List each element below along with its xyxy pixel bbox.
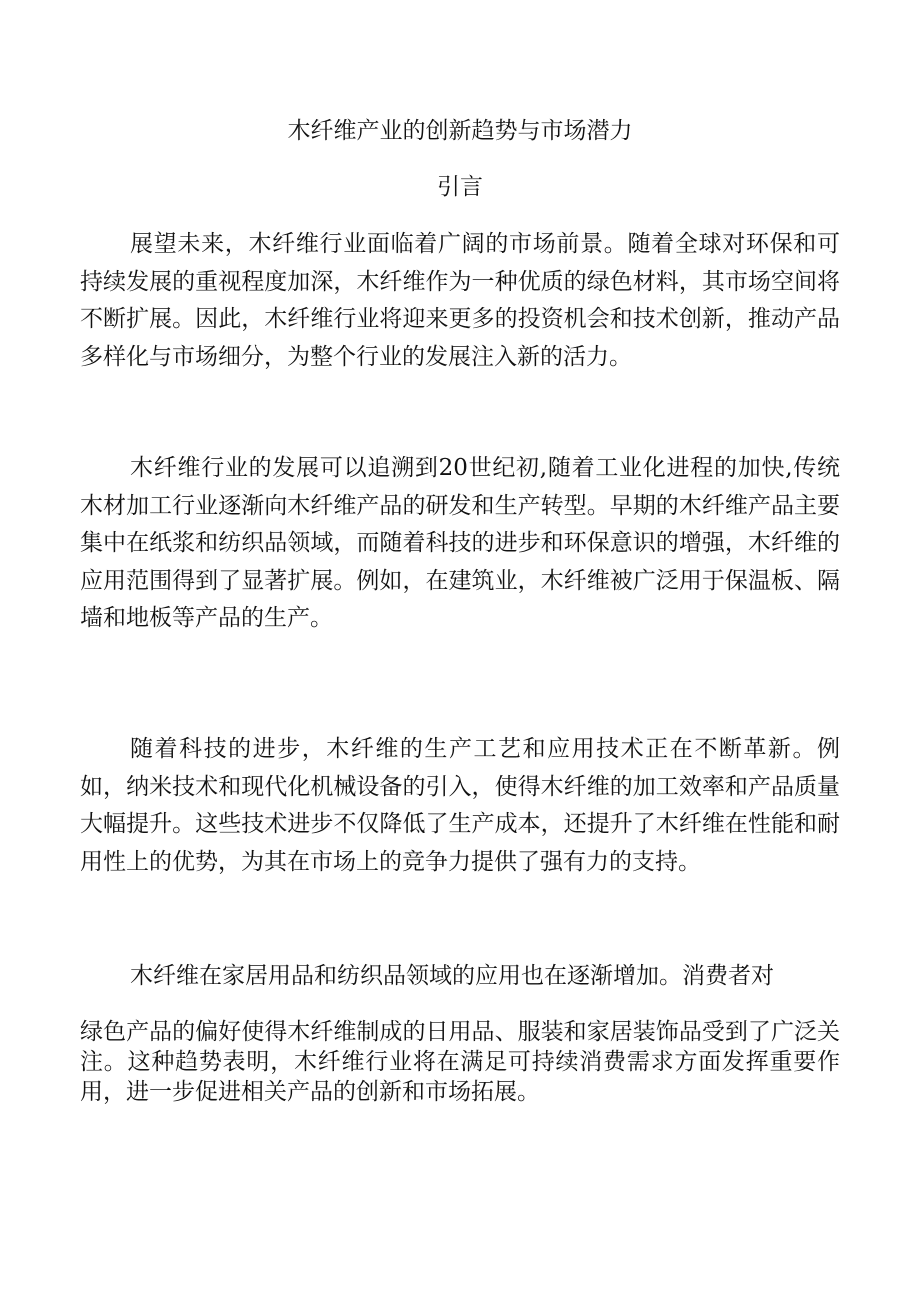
paragraph-home-textiles-body: 绿色产品的偏好使得木纤维制成的日用品、服装和家居装饰品受到了广泛关注。这种趋势表明，木纤维行业将在满足可持续消费需求方面发挥重要作用，进一步促进相关产品的创新和市场拓展。 xyxy=(80,1019,840,1105)
section-heading: 引言 xyxy=(437,174,483,200)
document-title: 木纤维产业的创新趋势与市场潜力 xyxy=(287,118,633,144)
paragraph-home-textiles-lead: 木纤维在家居用品和纺织品领域的应用也在逐渐增加。消费者对 xyxy=(130,963,774,989)
paragraph-technology: 随着科技的进步，木纤维的生产工艺和应用技术正在不断革新。例如，纳米技术和现代化机械设备的引入，使得木纤维的加工效率和产品质量大幅提升。这些技术进步不仅降低了生产成本，还提升了木纤维在性能和耐用性上的优势，为其在市场上的竞争力提供了强有力的支持。 xyxy=(80,736,840,875)
paragraph-history: 木纤维行业的发展可以追溯到20世纪初,随着工业化进程的加快,传统木材加工行业逐渐向木纤维产品的研发和生产转型。早期的木纤维产品主要集中在纸浆和纺织品领域，而随着科技的进步和环保意识的增强，木纤维的应用范围得到了显著扩展。例如，在建筑业，木纤维被广泛用于保温板、隔墙和地板等产品的生产。 xyxy=(80,455,840,631)
paragraph-outlook: 展望未来，木纤维行业面临着广阔的市场前景。随着全球对环保和可持续发展的重视程度加深，木纤维作为一种优质的绿色材料，其市场空间将不断扩展。因此，木纤维行业将迎来更多的投资机会和技术创新，推动产品多样化与市场细分，为整个行业的发展注入新的活力。 xyxy=(80,231,840,370)
